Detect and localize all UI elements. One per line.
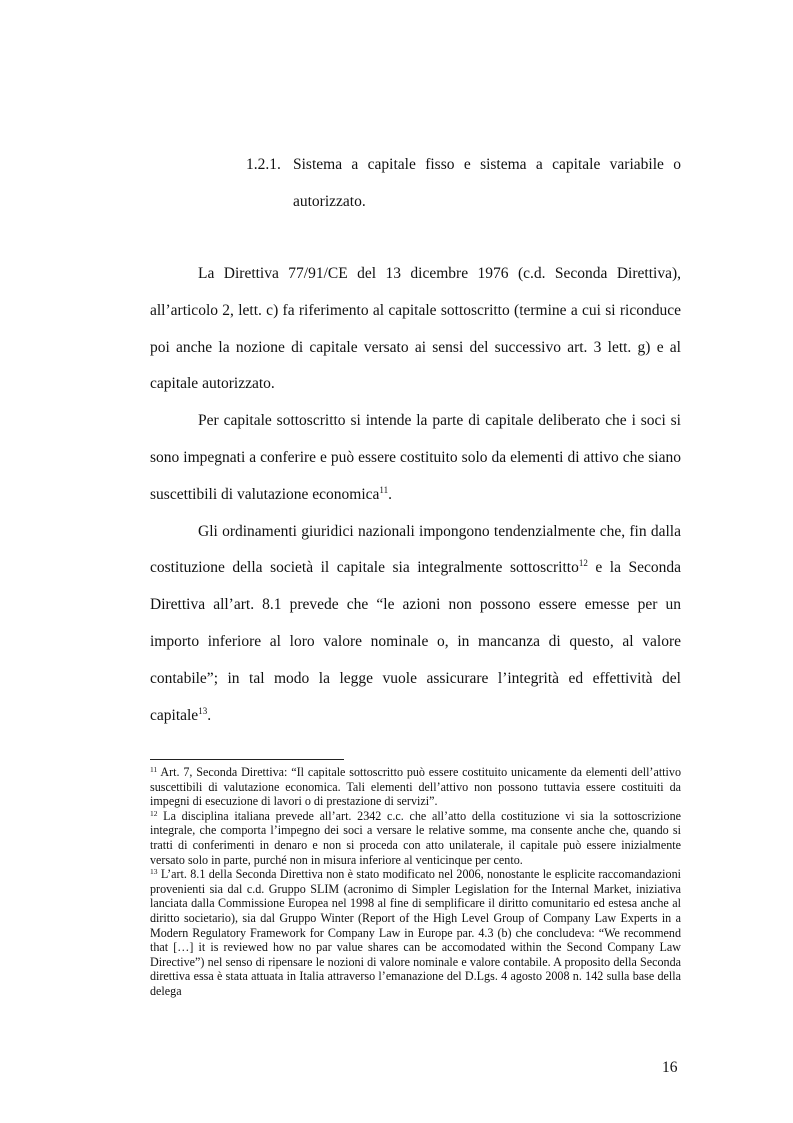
footnote-text: L’art. 8.1 della Seconda Direttiva non è stato modificato nel 2006, nonostante le esplicite raccomandazioni provenienti sia dal c.d. Gruppo SLIM (acronimo di Simpler Legislation for the Internal Market, iniziativa lanciata dalla Commissione Europea nel 1998 al fine di semplificare il diritto comunitario ed estesa anche al diritto societario), sia dal Gruppo Winter (Report of the High Level Group of Company Law Experts in a Modern Regulatory Framework for Company Law in Europe par. 4.3 (b) che concludeva: “We recommend that […] it is reviewed how no par value shares can be accomodated within the Second Company Law Directive”) nel senso di ripensare le nozioni di valore nominale e valore contabile. A proposito della Seconda direttiva essa è stata attuata in Italia attraverso l’emanazione del D.Lgs. 4 agosto 2008 n. 142 sulla base della delega bbox=[150, 867, 681, 998]
footnote-text: La disciplina italiana prevede all’art. 2342 c.c. che all’atto della costituzione vi sia la sottoscrizione integrale, che comporta l’impegno dei soci a versare le relative somme, ma consente anche che, quando si tratti di conferimenti in denaro e non si proceda con atto unilaterale, il capitale può essere inizialmente versato solo in parte, purché non in misura inferiore al venticinque per cento. bbox=[150, 808, 681, 867]
paragraph-2-text: Per capitale sottoscritto si intende la parte di capitale deliberato che i soci si sono impegnati a conferire e può essere costituito solo da elementi di attivo che siano suscettibili di valutazione economica bbox=[150, 412, 681, 503]
paragraph-3-text-a: Gli ordinamenti giuridici nazionali impongono tendenzialmente che, fin dalla costituzione della società il capitale sia integralmente sottoscritto bbox=[150, 522, 681, 577]
page-number: 16 bbox=[662, 1059, 678, 1076]
paragraph-2-end: . bbox=[388, 485, 392, 503]
footnotes bbox=[150, 765, 681, 999]
footnote-ref-13[interactable]: 13 bbox=[198, 705, 208, 716]
paragraph-3-text-b: e la Seconda Direttiva all’art. 8.1 prevede che “le azioni non possono essere emesse per un importo inferiore al loro valore nominale o, in mancanza di questo, al valore contabile”; in tal modo la legge vuole assicurare l’integrità ed effettività del capitale bbox=[150, 559, 682, 724]
footnote-ref-11[interactable]: 11 bbox=[379, 484, 389, 495]
section-title-line-1: Sistema a capitale fisso e sistema a capitale variabile o bbox=[293, 156, 681, 173]
footnote-13 bbox=[150, 867, 681, 998]
footnote-ref-12[interactable]: 12 bbox=[578, 558, 588, 569]
body-text bbox=[150, 256, 681, 734]
footnote-number: 12 bbox=[150, 808, 158, 818]
paragraph-2 bbox=[150, 403, 681, 513]
paragraph-3 bbox=[150, 514, 681, 735]
footnote-number: 11 bbox=[150, 765, 158, 774]
paragraph-3-end: . bbox=[207, 706, 212, 724]
footnote-11 bbox=[150, 765, 681, 809]
footnote-separator bbox=[150, 759, 344, 760]
footnote-text: Art. 7, Seconda Direttiva: “Il capitale sottoscritto può essere costituito unicamente da elementi dell’attivo suscettibili di valutazione economica. Tali elementi dell’attivo non possono tuttavia essere costituiti da impegni di esecuzione di lavori o di prestazione di servizi”. bbox=[150, 765, 681, 809]
paragraph-1: La Direttiva 77/91/CE del 13 dicembre 1976 (c.d. Seconda Direttiva), all’articolo 2, lett. c) fa riferimento al capitale sottoscritto (termine a cui si riconduce poi anche la nozione di capitale versato ai sensi del successivo art. 3 lett. g) e al capitale autorizzato. bbox=[150, 265, 681, 393]
section-title-line-2: autorizzato. bbox=[293, 193, 366, 210]
section-number: 1.2.1. bbox=[246, 156, 281, 173]
footnote-number: 13 bbox=[150, 867, 158, 877]
footnote-12 bbox=[150, 809, 681, 867]
